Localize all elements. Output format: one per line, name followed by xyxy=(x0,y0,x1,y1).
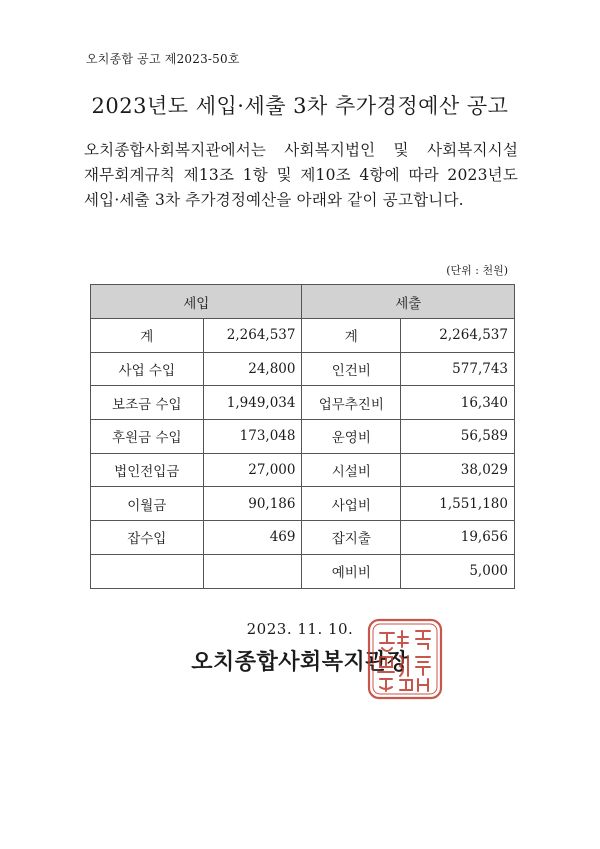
revenue-item-name: 보조금 수입 xyxy=(91,386,204,420)
expenditure-item-name: 업무추진비 xyxy=(302,386,401,420)
expenditure-header: 세출 xyxy=(302,285,515,319)
expenditure-item-name: 사업비 xyxy=(302,487,401,521)
official-seal-icon xyxy=(364,615,446,703)
organization-name: 오치종합사회복지관장 xyxy=(191,650,409,675)
table-row xyxy=(91,554,515,588)
body-paragraph: 오치종합사회복지관에서는 사회복지법인 및 사회복지시설 재무회계규칙 제13조 1항 및 제10조 4항에 따라 2023년도 세입·세출 3차 추가경정예산을 아래와 같이 공고합니다. xyxy=(84,141,518,209)
expenditure-item-amount: 19,656 xyxy=(401,521,515,555)
expenditure-item-amount: 1,551,180 xyxy=(401,487,515,521)
revenue-item-amount: 1,949,034 xyxy=(203,386,302,420)
page-title: 2023년도 세입·세출 3차 추가경정예산 공고 xyxy=(91,94,509,118)
expenditure-item-name: 계 xyxy=(302,319,401,353)
revenue-item-name: 법인전입금 xyxy=(91,453,204,487)
expenditure-item-amount: 16,340 xyxy=(401,386,515,420)
table-header-row xyxy=(91,285,515,319)
table-row xyxy=(91,319,515,353)
expenditure-item-amount: 2,264,537 xyxy=(401,319,515,353)
expenditure-item-name: 운영비 xyxy=(302,420,401,454)
revenue-item-name: 사업 수입 xyxy=(91,352,204,386)
expenditure-item-name: 잡지출 xyxy=(302,521,401,555)
expenditure-item-amount: 577,743 xyxy=(401,352,515,386)
revenue-item-name: 이월금 xyxy=(91,487,204,521)
revenue-item-name: 계 xyxy=(91,319,204,353)
table-row xyxy=(91,453,515,487)
revenue-item-amount: 90,186 xyxy=(203,487,302,521)
document-number: 오치종합 공고 제2023-50호 xyxy=(86,52,240,66)
issue-date: 2023. 11. 10. xyxy=(246,620,354,638)
table-row xyxy=(91,386,515,420)
revenue-header: 세입 xyxy=(91,285,302,319)
revenue-item-name xyxy=(91,554,204,588)
revenue-item-amount xyxy=(203,554,302,588)
budget-table xyxy=(90,284,515,589)
expenditure-item-amount: 5,000 xyxy=(401,554,515,588)
revenue-item-amount: 24,800 xyxy=(203,352,302,386)
table-row xyxy=(91,352,515,386)
revenue-item-amount: 27,000 xyxy=(203,453,302,487)
table-row xyxy=(91,487,515,521)
expenditure-item-amount: 56,589 xyxy=(401,420,515,454)
table-row xyxy=(91,521,515,555)
revenue-item-amount: 469 xyxy=(203,521,302,555)
revenue-item-name: 후원금 수입 xyxy=(91,420,204,454)
revenue-item-amount: 2,264,537 xyxy=(203,319,302,353)
table-row xyxy=(91,420,515,454)
expenditure-item-name: 시설비 xyxy=(302,453,401,487)
unit-note: (단위 : 천원) xyxy=(446,264,508,277)
expenditure-item-name: 예비비 xyxy=(302,554,401,588)
revenue-item-name: 잡수입 xyxy=(91,521,204,555)
expenditure-item-amount: 38,029 xyxy=(401,453,515,487)
expenditure-item-name: 인건비 xyxy=(302,352,401,386)
revenue-item-amount: 173,048 xyxy=(203,420,302,454)
seal-glyphs xyxy=(378,631,430,691)
